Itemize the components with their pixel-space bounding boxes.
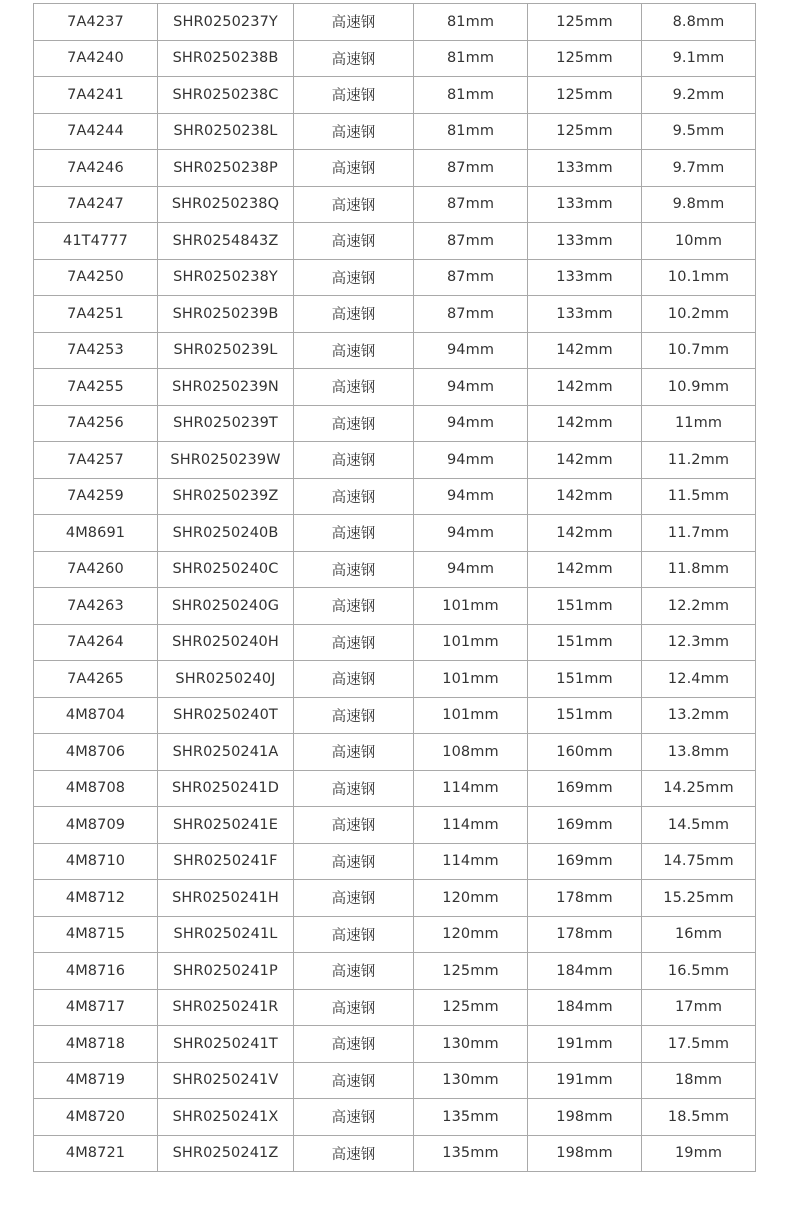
cell-part-number: 4M8704 bbox=[34, 697, 158, 734]
table-row bbox=[34, 515, 756, 552]
cell-reference-code: SHR0250241H bbox=[158, 880, 294, 917]
cell-part-number: 4M8706 bbox=[34, 734, 158, 771]
cell-diameter: 16mm bbox=[642, 916, 756, 953]
cell-diameter: 9.2mm bbox=[642, 77, 756, 114]
cell-reference-code: SHR0250237Y bbox=[158, 4, 294, 41]
cell-diameter: 12.4mm bbox=[642, 661, 756, 698]
cell-diameter: 10.2mm bbox=[642, 296, 756, 333]
cell-reference-code: SHR0250241L bbox=[158, 916, 294, 953]
table-row bbox=[34, 478, 756, 515]
cell-diameter: 10.9mm bbox=[642, 369, 756, 406]
cell-reference-code: SHR0250239L bbox=[158, 332, 294, 369]
cell-length-b: 125mm bbox=[528, 113, 642, 150]
cell-length-a: 94mm bbox=[414, 405, 528, 442]
cell-reference-code: SHR0250240H bbox=[158, 624, 294, 661]
cell-part-number: 7A4244 bbox=[34, 113, 158, 150]
cell-length-a: 94mm bbox=[414, 369, 528, 406]
cell-diameter: 9.5mm bbox=[642, 113, 756, 150]
cell-length-b: 142mm bbox=[528, 369, 642, 406]
cell-part-number: 7A4237 bbox=[34, 4, 158, 41]
cell-diameter: 15.25mm bbox=[642, 880, 756, 917]
cell-length-b: 169mm bbox=[528, 770, 642, 807]
cell-part-number: 4M8720 bbox=[34, 1099, 158, 1136]
cell-length-a: 94mm bbox=[414, 332, 528, 369]
cell-part-number: 7A4253 bbox=[34, 332, 158, 369]
table-row bbox=[34, 186, 756, 223]
cell-part-number: 7A4241 bbox=[34, 77, 158, 114]
spec-table bbox=[33, 3, 756, 1172]
cell-reference-code: SHR0250241F bbox=[158, 843, 294, 880]
cell-material: 高速钢 bbox=[294, 697, 414, 734]
cell-material: 高速钢 bbox=[294, 150, 414, 187]
table-row bbox=[34, 1099, 756, 1136]
cell-reference-code: SHR0250238C bbox=[158, 77, 294, 114]
table-row bbox=[34, 770, 756, 807]
cell-diameter: 12.3mm bbox=[642, 624, 756, 661]
cell-length-b: 151mm bbox=[528, 697, 642, 734]
table-row bbox=[34, 150, 756, 187]
cell-part-number: 4M8710 bbox=[34, 843, 158, 880]
cell-length-b: 160mm bbox=[528, 734, 642, 771]
cell-diameter: 13.2mm bbox=[642, 697, 756, 734]
cell-reference-code: SHR0250241T bbox=[158, 1026, 294, 1063]
cell-material: 高速钢 bbox=[294, 734, 414, 771]
table-row bbox=[34, 442, 756, 479]
cell-reference-code: SHR0250239Z bbox=[158, 478, 294, 515]
cell-length-a: 87mm bbox=[414, 259, 528, 296]
cell-diameter: 11.2mm bbox=[642, 442, 756, 479]
cell-diameter: 18mm bbox=[642, 1062, 756, 1099]
cell-material: 高速钢 bbox=[294, 1026, 414, 1063]
cell-length-b: 142mm bbox=[528, 442, 642, 479]
cell-material: 高速钢 bbox=[294, 296, 414, 333]
cell-material: 高速钢 bbox=[294, 478, 414, 515]
cell-length-a: 120mm bbox=[414, 880, 528, 917]
cell-diameter: 19mm bbox=[642, 1135, 756, 1172]
table-row bbox=[34, 405, 756, 442]
cell-part-number: 4M8721 bbox=[34, 1135, 158, 1172]
cell-part-number: 7A4257 bbox=[34, 442, 158, 479]
cell-material: 高速钢 bbox=[294, 1135, 414, 1172]
cell-length-b: 133mm bbox=[528, 223, 642, 260]
cell-reference-code: SHR0250240J bbox=[158, 661, 294, 698]
cell-reference-code: SHR0250238P bbox=[158, 150, 294, 187]
cell-length-a: 125mm bbox=[414, 989, 528, 1026]
cell-part-number: 4M8717 bbox=[34, 989, 158, 1026]
cell-part-number: 7A4246 bbox=[34, 150, 158, 187]
cell-diameter: 14.5mm bbox=[642, 807, 756, 844]
cell-material: 高速钢 bbox=[294, 4, 414, 41]
cell-reference-code: SHR0250241D bbox=[158, 770, 294, 807]
table-row bbox=[34, 843, 756, 880]
cell-material: 高速钢 bbox=[294, 405, 414, 442]
cell-material: 高速钢 bbox=[294, 1099, 414, 1136]
cell-reference-code: SHR0250240T bbox=[158, 697, 294, 734]
cell-part-number: 7A4240 bbox=[34, 40, 158, 77]
cell-diameter: 14.75mm bbox=[642, 843, 756, 880]
cell-reference-code: SHR0250239T bbox=[158, 405, 294, 442]
cell-reference-code: SHR0250240B bbox=[158, 515, 294, 552]
cell-reference-code: SHR0250241E bbox=[158, 807, 294, 844]
cell-diameter: 11.7mm bbox=[642, 515, 756, 552]
table-row bbox=[34, 1026, 756, 1063]
cell-part-number: 7A4255 bbox=[34, 369, 158, 406]
cell-reference-code: SHR0254843Z bbox=[158, 223, 294, 260]
cell-length-b: 142mm bbox=[528, 332, 642, 369]
cell-diameter: 13.8mm bbox=[642, 734, 756, 771]
cell-diameter: 9.7mm bbox=[642, 150, 756, 187]
cell-length-a: 108mm bbox=[414, 734, 528, 771]
cell-material: 高速钢 bbox=[294, 442, 414, 479]
cell-reference-code: SHR0250238B bbox=[158, 40, 294, 77]
cell-diameter: 16.5mm bbox=[642, 953, 756, 990]
table-row bbox=[34, 1062, 756, 1099]
cell-part-number: 4M8712 bbox=[34, 880, 158, 917]
table-row bbox=[34, 223, 756, 260]
cell-reference-code: SHR0250238L bbox=[158, 113, 294, 150]
cell-length-b: 178mm bbox=[528, 916, 642, 953]
cell-length-b: 125mm bbox=[528, 77, 642, 114]
cell-diameter: 14.25mm bbox=[642, 770, 756, 807]
table-row bbox=[34, 588, 756, 625]
cell-diameter: 11.8mm bbox=[642, 551, 756, 588]
cell-material: 高速钢 bbox=[294, 624, 414, 661]
table-row bbox=[34, 661, 756, 698]
table-row bbox=[34, 4, 756, 41]
cell-length-b: 133mm bbox=[528, 296, 642, 333]
cell-material: 高速钢 bbox=[294, 40, 414, 77]
cell-length-a: 114mm bbox=[414, 770, 528, 807]
cell-material: 高速钢 bbox=[294, 880, 414, 917]
cell-length-a: 101mm bbox=[414, 588, 528, 625]
cell-diameter: 9.1mm bbox=[642, 40, 756, 77]
cell-length-a: 101mm bbox=[414, 697, 528, 734]
cell-material: 高速钢 bbox=[294, 916, 414, 953]
cell-part-number: 4M8715 bbox=[34, 916, 158, 953]
cell-part-number: 4M8708 bbox=[34, 770, 158, 807]
cell-material: 高速钢 bbox=[294, 186, 414, 223]
cell-length-b: 191mm bbox=[528, 1062, 642, 1099]
cell-length-b: 133mm bbox=[528, 186, 642, 223]
cell-diameter: 10mm bbox=[642, 223, 756, 260]
cell-length-b: 133mm bbox=[528, 259, 642, 296]
cell-length-a: 94mm bbox=[414, 551, 528, 588]
cell-length-a: 87mm bbox=[414, 150, 528, 187]
cell-reference-code: SHR0250240C bbox=[158, 551, 294, 588]
cell-length-a: 114mm bbox=[414, 807, 528, 844]
cell-length-a: 101mm bbox=[414, 661, 528, 698]
cell-length-a: 94mm bbox=[414, 442, 528, 479]
cell-material: 高速钢 bbox=[294, 953, 414, 990]
cell-material: 高速钢 bbox=[294, 369, 414, 406]
cell-reference-code: SHR0250241P bbox=[158, 953, 294, 990]
cell-length-b: 125mm bbox=[528, 40, 642, 77]
cell-length-a: 81mm bbox=[414, 77, 528, 114]
cell-length-b: 142mm bbox=[528, 551, 642, 588]
table-row bbox=[34, 332, 756, 369]
cell-part-number: 7A4264 bbox=[34, 624, 158, 661]
cell-diameter: 18.5mm bbox=[642, 1099, 756, 1136]
cell-diameter: 8.8mm bbox=[642, 4, 756, 41]
cell-length-b: 198mm bbox=[528, 1135, 642, 1172]
cell-length-a: 130mm bbox=[414, 1026, 528, 1063]
cell-part-number: 4M8716 bbox=[34, 953, 158, 990]
table-row bbox=[34, 624, 756, 661]
cell-part-number: 7A4250 bbox=[34, 259, 158, 296]
cell-material: 高速钢 bbox=[294, 259, 414, 296]
cell-length-a: 94mm bbox=[414, 515, 528, 552]
cell-part-number: 4M8718 bbox=[34, 1026, 158, 1063]
table-row bbox=[34, 1135, 756, 1172]
cell-length-a: 87mm bbox=[414, 223, 528, 260]
cell-material: 高速钢 bbox=[294, 332, 414, 369]
table-row bbox=[34, 551, 756, 588]
cell-diameter: 11mm bbox=[642, 405, 756, 442]
cell-material: 高速钢 bbox=[294, 113, 414, 150]
cell-length-b: 142mm bbox=[528, 515, 642, 552]
cell-length-a: 101mm bbox=[414, 624, 528, 661]
cell-reference-code: SHR0250239B bbox=[158, 296, 294, 333]
cell-reference-code: SHR0250241X bbox=[158, 1099, 294, 1136]
cell-length-b: 151mm bbox=[528, 588, 642, 625]
table-row bbox=[34, 296, 756, 333]
cell-diameter: 9.8mm bbox=[642, 186, 756, 223]
cell-diameter: 10.7mm bbox=[642, 332, 756, 369]
table-row bbox=[34, 734, 756, 771]
table-row bbox=[34, 40, 756, 77]
cell-reference-code: SHR0250241V bbox=[158, 1062, 294, 1099]
cell-part-number: 7A4251 bbox=[34, 296, 158, 333]
table-row bbox=[34, 953, 756, 990]
cell-reference-code: SHR0250241R bbox=[158, 989, 294, 1026]
cell-material: 高速钢 bbox=[294, 1062, 414, 1099]
cell-reference-code: SHR0250241Z bbox=[158, 1135, 294, 1172]
cell-length-b: 125mm bbox=[528, 4, 642, 41]
table-row bbox=[34, 880, 756, 917]
cell-length-b: 142mm bbox=[528, 478, 642, 515]
table-row bbox=[34, 259, 756, 296]
cell-length-b: 169mm bbox=[528, 843, 642, 880]
table-row bbox=[34, 77, 756, 114]
cell-length-b: 178mm bbox=[528, 880, 642, 917]
table-row bbox=[34, 989, 756, 1026]
cell-material: 高速钢 bbox=[294, 661, 414, 698]
cell-part-number: 7A4260 bbox=[34, 551, 158, 588]
cell-length-b: 191mm bbox=[528, 1026, 642, 1063]
cell-length-a: 81mm bbox=[414, 113, 528, 150]
cell-material: 高速钢 bbox=[294, 770, 414, 807]
cell-reference-code: SHR0250239W bbox=[158, 442, 294, 479]
table-row bbox=[34, 113, 756, 150]
cell-material: 高速钢 bbox=[294, 843, 414, 880]
cell-length-b: 151mm bbox=[528, 624, 642, 661]
cell-part-number: 7A4263 bbox=[34, 588, 158, 625]
cell-length-a: 81mm bbox=[414, 40, 528, 77]
cell-diameter: 10.1mm bbox=[642, 259, 756, 296]
cell-length-a: 87mm bbox=[414, 296, 528, 333]
cell-part-number: 7A4256 bbox=[34, 405, 158, 442]
cell-diameter: 17mm bbox=[642, 989, 756, 1026]
cell-part-number: 7A4247 bbox=[34, 186, 158, 223]
cell-length-a: 94mm bbox=[414, 478, 528, 515]
cell-length-a: 81mm bbox=[414, 4, 528, 41]
cell-material: 高速钢 bbox=[294, 588, 414, 625]
cell-part-number: 4M8691 bbox=[34, 515, 158, 552]
cell-length-a: 125mm bbox=[414, 953, 528, 990]
table-row bbox=[34, 369, 756, 406]
cell-reference-code: SHR0250240G bbox=[158, 588, 294, 625]
table-row bbox=[34, 916, 756, 953]
cell-length-a: 120mm bbox=[414, 916, 528, 953]
cell-diameter: 11.5mm bbox=[642, 478, 756, 515]
spec-table-body bbox=[34, 4, 756, 1172]
cell-material: 高速钢 bbox=[294, 807, 414, 844]
cell-diameter: 12.2mm bbox=[642, 588, 756, 625]
cell-length-b: 169mm bbox=[528, 807, 642, 844]
cell-material: 高速钢 bbox=[294, 515, 414, 552]
table-row bbox=[34, 807, 756, 844]
table-row bbox=[34, 697, 756, 734]
cell-length-b: 133mm bbox=[528, 150, 642, 187]
cell-reference-code: SHR0250238Q bbox=[158, 186, 294, 223]
cell-part-number: 41T4777 bbox=[34, 223, 158, 260]
cell-length-b: 184mm bbox=[528, 989, 642, 1026]
cell-material: 高速钢 bbox=[294, 989, 414, 1026]
cell-part-number: 7A4259 bbox=[34, 478, 158, 515]
cell-material: 高速钢 bbox=[294, 77, 414, 114]
cell-length-a: 114mm bbox=[414, 843, 528, 880]
cell-length-a: 130mm bbox=[414, 1062, 528, 1099]
cell-length-a: 135mm bbox=[414, 1135, 528, 1172]
cell-material: 高速钢 bbox=[294, 223, 414, 260]
cell-length-a: 87mm bbox=[414, 186, 528, 223]
cell-reference-code: SHR0250239N bbox=[158, 369, 294, 406]
cell-length-b: 142mm bbox=[528, 405, 642, 442]
cell-length-b: 151mm bbox=[528, 661, 642, 698]
cell-diameter: 17.5mm bbox=[642, 1026, 756, 1063]
cell-part-number: 7A4265 bbox=[34, 661, 158, 698]
cell-material: 高速钢 bbox=[294, 551, 414, 588]
cell-length-b: 184mm bbox=[528, 953, 642, 990]
cell-length-b: 198mm bbox=[528, 1099, 642, 1136]
cell-reference-code: SHR0250241A bbox=[158, 734, 294, 771]
cell-part-number: 4M8719 bbox=[34, 1062, 158, 1099]
cell-length-a: 135mm bbox=[414, 1099, 528, 1136]
cell-part-number: 4M8709 bbox=[34, 807, 158, 844]
cell-reference-code: SHR0250238Y bbox=[158, 259, 294, 296]
